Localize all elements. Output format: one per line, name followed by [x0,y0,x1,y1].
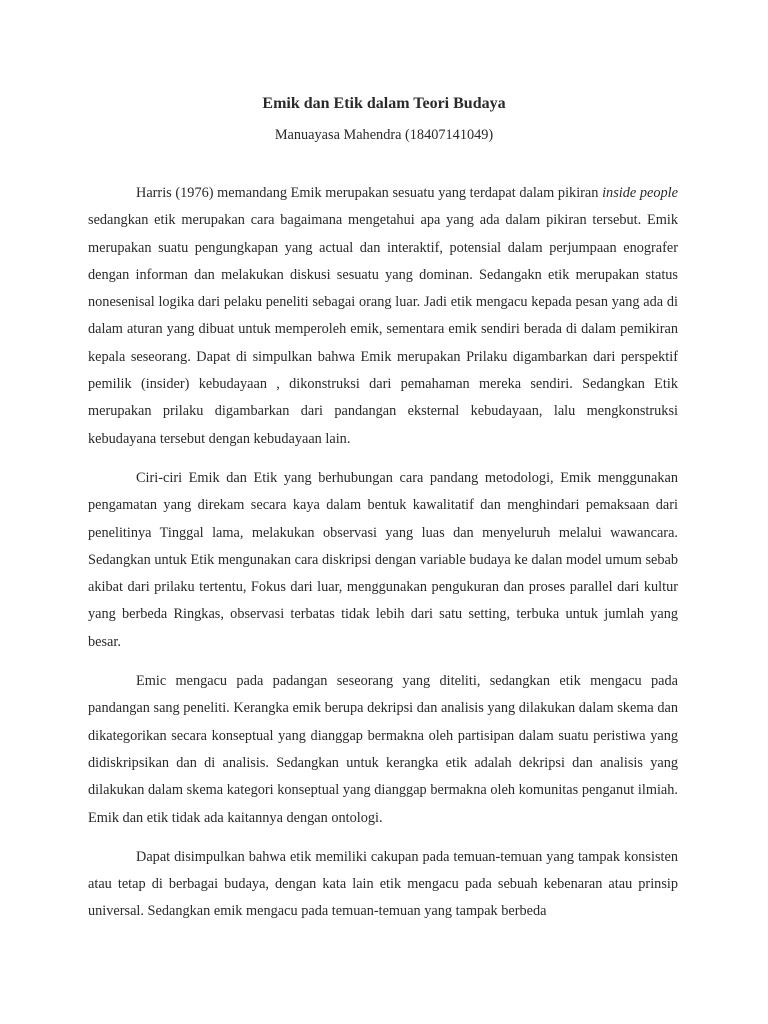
paragraph-1-italic-term: inside people [602,185,678,201]
document-author: Manuayasa Mahendra (18407141049) [274,127,494,143]
paragraph-4: Dapat disimpulkan bahwa etik memiliki cakupan pada temuan-temuan yang tampak konsisten atau tetap di berbagai budaya, dengan kata lain etik mengacu pada sebuah kebenaran atau prinsip universal. Sedangkan emik mengacu pada temuan-temuan yang tampak berbeda [88,848,678,920]
paragraph-1 [88,180,678,453]
paragraph-2: Ciri-ciri Emik dan Etik yang berhubungan cara pandang metodologi, Emik menggunakan pengamatan yang direkam secara kaya dalam bentuk kawalitatif dan menghindari pemaksaan dari penelitinya Tinggal lama, melakukan observasi yang luas dan menyeluruh melalui wawancara. Sedangkan untuk Etik mengunakan cara diskripsi dengan variable budaya ke dalan model umum sebab akibat dari prilaku tertentu, Fokus dari luar, menggunakan pengukuran dan proses parallel dari kultur yang berbeda Ringkas, observasi terbatas tidak lebih dari satu setting, terbuka untuk jumlah yang besar. [88,469,678,650]
document-title: Emik dan Etik dalam Teori Budaya [262,95,506,112]
paragraph-3: Emic mengacu pada padangan seseorang yang diteliti, sedangkan etik mengacu pada pandangan sang peneliti. Kerangka emik berupa dekripsi dan analisis yang dilakukan dalam skema dan dikategorikan secara konseptual yang dianggap bermakna oleh partisipan dalam suatu peristiwa yang didiskripsikan dan di analisis. Sedangkan untuk kerangka etik adalah dekripsi dan analisis yang dilakukan dalam skema kategori konseptual yang dianggap bermakna oleh komunitas penganut ilmiah. Emik dan etik tidak ada kaitannya dengan ontologi. [88,673,678,826]
paragraph-1-text-before: Harris (1976) memandang Emik merupakan sesuatu yang terdapat dalam pikiran [136,185,603,201]
document-body [88,180,678,938]
paragraph-1-text-after: sedangkan etik merupakan cara bagaimana mengetahui apa yang ada dalam pikiran tersebut. Emik merupakan suatu pengungkapan yang actual dan interaktif, potensial dalam perjumpaan enografer dengan informan dan melakukan diskusi sesuatu yang dominan. Sedangakn etik merupakan status nonesenisal logika dari pelaku peneliti sebagai orang luar. Jadi etik mengacu kepada pesan yang ada di dalam aturan yang dibuat untuk memperoleh emik, sementara emik sendiri berada di dalam pemikiran kepala seseorang. Dapat di simpulkan bahwa Emik merupakan Prilaku digambarkan dari perspektif pemilik (insider) kebudayaan , dikonstruksi dari pemahaman mereka sendiri. Sedangkan Etik merupakan prilaku digambarkan dari pandangan eksternal kebudayaan, lalu mengkonstruksi kebudayana tersebut dengan kebudayaan lain. [88,212,678,447]
